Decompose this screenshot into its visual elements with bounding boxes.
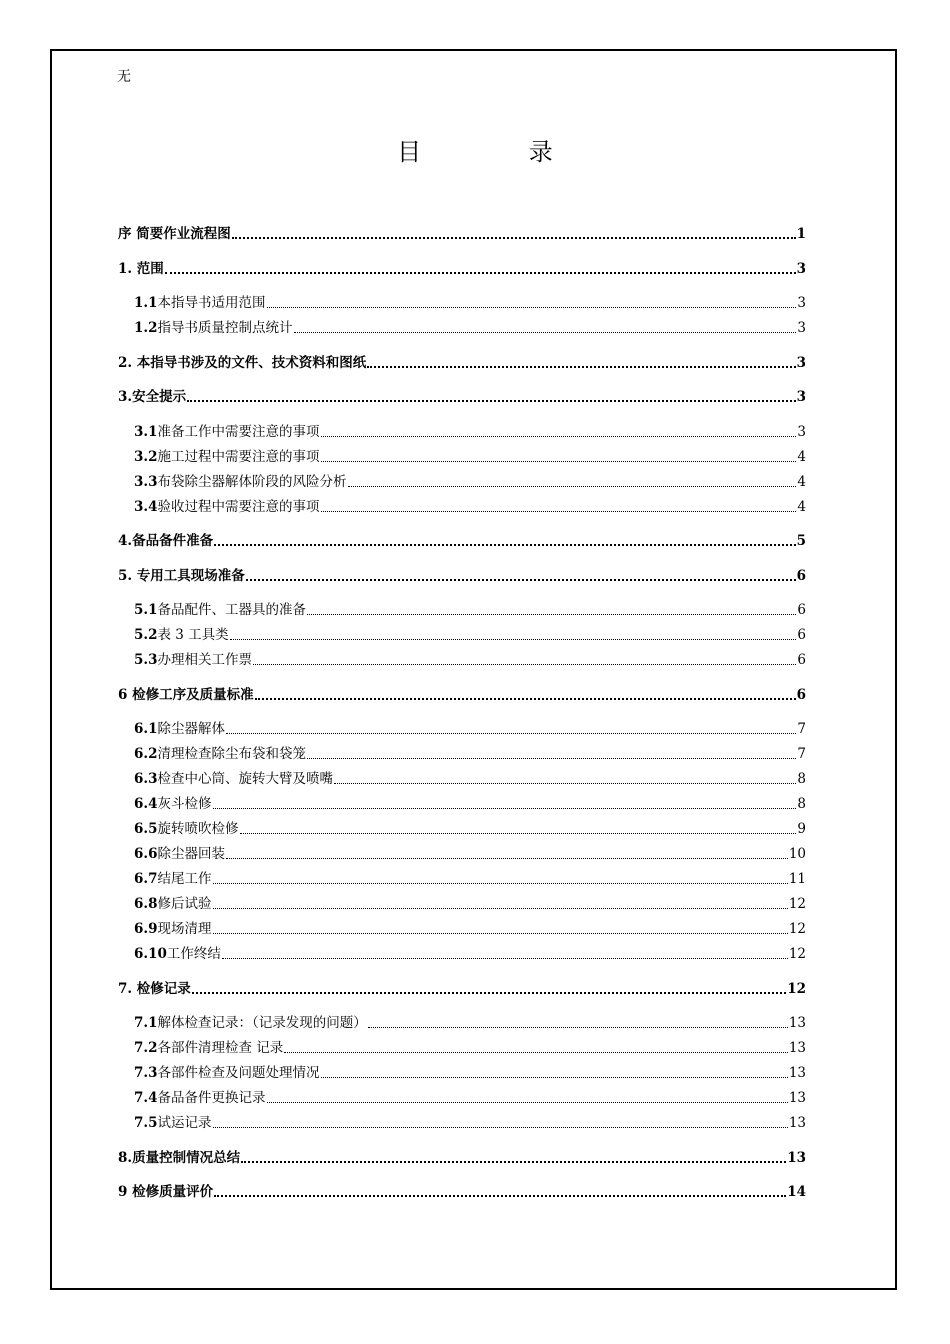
dot-leader (165, 272, 796, 274)
dot-leader (192, 992, 786, 994)
toc-entry-title: 办理相关工作票 (157, 652, 252, 668)
dot-leader (321, 1077, 788, 1078)
dot-leader (214, 544, 796, 546)
dot-leader (226, 858, 788, 859)
toc-entry[interactable] (118, 680, 806, 704)
toc-entry[interactable] (118, 561, 806, 585)
toc-entry-page: 8 (797, 771, 806, 787)
toc-title: 目 录 (397, 138, 603, 166)
toc-entry-title: 除尘器回装 (157, 846, 225, 862)
toc-entry-title: 指导书质量控制点统计 (157, 320, 293, 336)
dot-leader (255, 698, 796, 700)
toc-entry[interactable] (134, 1108, 806, 1132)
toc-entry[interactable] (134, 789, 806, 813)
dot-leader (307, 758, 796, 759)
toc-entry-page: 12 (787, 980, 806, 997)
toc-entry[interactable] (118, 348, 806, 372)
toc-entry-page: 6 (797, 602, 806, 618)
toc-entry-page: 3 (797, 423, 806, 440)
toc-entry-number: 3.1 (134, 423, 158, 440)
toc-entry-title: 表 3 工具类 (157, 627, 229, 643)
toc-entry-page: 13 (788, 1015, 806, 1031)
toc-entry-page: 11 (788, 871, 806, 887)
toc-entry-title: 6 检修工序及质量标准 (118, 686, 254, 703)
toc-entry-number: 7.1 (134, 1015, 158, 1031)
toc-entry[interactable] (134, 313, 806, 337)
toc-entry-page: 7 (797, 746, 806, 762)
dot-leader (213, 1127, 788, 1128)
dot-leader (213, 883, 788, 884)
toc-entry[interactable] (118, 1177, 806, 1201)
toc-entry[interactable] (118, 526, 806, 550)
toc-entry-page: 13 (788, 1115, 806, 1131)
toc-entry[interactable] (134, 1008, 806, 1032)
toc-entry-page: 14 (787, 1184, 806, 1200)
toc-entry[interactable] (118, 974, 806, 998)
toc-entry-number: 7.3 (134, 1065, 158, 1081)
toc-entry-number: 5.3 (134, 652, 158, 668)
dot-leader (213, 808, 797, 809)
dot-leader (232, 237, 796, 239)
dot-leader (284, 1052, 788, 1053)
dot-leader (294, 332, 797, 333)
toc-entry[interactable] (134, 1033, 806, 1057)
toc-entry[interactable] (118, 219, 806, 243)
dot-leader (240, 833, 797, 834)
toc-entry-number: 6.5 (134, 821, 158, 837)
toc-entry[interactable] (134, 288, 806, 312)
toc-entry-page: 12 (788, 946, 806, 962)
toc-entry-page: 3 (796, 389, 806, 405)
toc-entry-title: 3.安全提示 (118, 389, 187, 405)
dot-leader (241, 1161, 786, 1163)
toc-entry-page: 13 (788, 1065, 806, 1081)
toc-entry-page: 12 (788, 896, 806, 912)
toc-entry-number: 6.3 (134, 771, 158, 787)
toc-entry[interactable] (134, 442, 806, 466)
toc-entry-number: 3.2 (134, 448, 158, 465)
toc-entry-title: 除尘器解体 (157, 721, 225, 737)
toc-entry-title: 修后试验 (157, 896, 212, 912)
dot-leader (321, 461, 797, 462)
toc-entry-title: 准备工作中需要注意的事项 (157, 423, 320, 440)
toc-entry-page: 4 (797, 498, 806, 515)
toc-entry[interactable] (134, 620, 806, 644)
toc-entry-page: 13 (788, 1090, 806, 1106)
toc-entry-number: 3.4 (134, 498, 158, 515)
dot-leader (187, 400, 796, 402)
toc-entry-title: 试运记录 (157, 1115, 212, 1131)
toc-entry-number: 6.7 (134, 871, 158, 887)
toc-entry-number: 1.2 (134, 320, 158, 336)
toc-entry-title: 检查中心筒、旋转大臂及喷嘴 (157, 771, 333, 787)
toc-entry[interactable] (134, 467, 806, 491)
toc-entry-page: 5 (796, 533, 806, 549)
dot-leader (267, 307, 797, 308)
toc-entry-number: 7.4 (134, 1090, 158, 1106)
toc-entry-page: 7 (797, 721, 806, 737)
toc-entry-page: 8 (797, 796, 806, 812)
dot-leader (348, 486, 797, 487)
toc-entry-title: 4.备品备件准备 (118, 533, 214, 549)
toc-entry-title: 工作终结 (166, 946, 221, 962)
toc-entry-page: 6 (797, 652, 806, 668)
header-note: 无 (117, 69, 131, 85)
toc-entry-title: 备品备件更换记录 (157, 1090, 266, 1106)
toc-entry[interactable] (134, 1058, 806, 1082)
toc-entry[interactable] (134, 739, 806, 763)
toc-entry[interactable] (134, 1083, 806, 1107)
dot-leader (214, 1195, 786, 1197)
toc-entry[interactable] (134, 939, 806, 963)
toc-entry[interactable] (134, 492, 806, 516)
dot-leader (230, 639, 797, 640)
toc-entry-number: 6.6 (134, 846, 158, 862)
toc-entry-title: 旋转喷吹检修 (157, 821, 239, 837)
toc-entry-page: 3 (796, 260, 806, 277)
toc-entry-title: 现场清理 (157, 921, 212, 937)
toc-entry-title: 序 简要作业流程图 (118, 226, 231, 242)
toc-entry-page: 10 (788, 846, 806, 862)
toc-entry-page: 6 (797, 627, 806, 643)
toc-entry-title: 5. 专用工具现场准备 (118, 567, 245, 584)
toc-entry[interactable] (134, 645, 806, 669)
toc-entry-page: 3 (797, 320, 806, 336)
dot-leader (213, 908, 788, 909)
toc-entry-number: 3.3 (134, 473, 158, 490)
toc-entry[interactable] (134, 764, 806, 788)
toc-entry-number: 6.2 (134, 746, 158, 762)
dot-leader (321, 436, 797, 437)
dot-leader (222, 958, 788, 959)
toc-entry-title: 清理检查除尘布袋和袋笼 (157, 746, 306, 762)
toc-entry-page: 6 (796, 567, 806, 584)
toc-entry-title: 9 检修质量评价 (118, 1184, 214, 1200)
toc-entry-title: 7. 检修记录 (118, 980, 191, 997)
toc-entry-number: 7.2 (134, 1040, 158, 1056)
toc-entry[interactable] (118, 254, 806, 278)
toc-entry-title: 8.质量控制情况总结 (118, 1149, 241, 1166)
dot-leader (213, 933, 788, 934)
toc-entry[interactable] (134, 864, 806, 888)
toc-entry-number: 1.1 (134, 295, 158, 311)
toc-entry-page: 4 (797, 448, 806, 465)
toc-entry[interactable] (134, 914, 806, 938)
dot-leader (368, 1027, 788, 1028)
toc-entry-page: 13 (788, 1040, 806, 1056)
dot-leader (226, 733, 796, 734)
toc-entry-number: 6.4 (134, 796, 158, 812)
toc-entry-title: 施工过程中需要注意的事项 (157, 448, 320, 465)
toc-entry-page: 13 (787, 1149, 806, 1166)
dot-leader (367, 366, 795, 368)
toc-entry-page: 3 (796, 354, 806, 371)
toc-entry-title: 各部件检查及问题处理情况 (157, 1065, 320, 1081)
toc-entry-title: 布袋除尘器解体阶段的风险分析 (157, 473, 347, 490)
toc-entry-title: 结尾工作 (157, 871, 212, 887)
toc-entry[interactable] (118, 382, 806, 406)
toc-entry-page: 12 (788, 921, 806, 937)
dot-leader (267, 1102, 788, 1103)
toc-entry-number: 6.10 (134, 946, 167, 962)
toc-entry[interactable] (134, 595, 806, 619)
toc-entry-title: 本指导书适用范围 (157, 295, 266, 311)
toc-entry-number: 6.8 (134, 896, 158, 912)
toc-entry-page: 6 (796, 686, 806, 703)
toc-entry-title: 各部件清理检查 记录 (157, 1040, 284, 1056)
toc-entry-number: 5.2 (134, 627, 158, 643)
toc-entry-page: 3 (797, 295, 806, 311)
toc-entry[interactable] (134, 814, 806, 838)
toc-entry-number: 6.9 (134, 921, 158, 937)
dot-leader (321, 511, 797, 512)
toc-entry-title: 备品配件、工器具的准备 (157, 602, 306, 618)
toc-entry[interactable] (134, 417, 806, 441)
toc-entry-title: 验收过程中需要注意的事项 (157, 498, 320, 515)
toc-entry-page: 9 (797, 821, 806, 837)
toc-entry-title: 灰斗检修 (157, 796, 212, 812)
toc-entry-number: 5.1 (134, 602, 158, 618)
toc-entry-title: 解体检查记录：（记录发现的问题） (157, 1015, 367, 1031)
toc-entry[interactable] (134, 714, 806, 738)
toc-entry[interactable] (134, 839, 806, 863)
dot-leader (253, 664, 796, 665)
toc-entry-title: 1. 范围 (118, 260, 164, 277)
dot-leader (246, 579, 796, 581)
dot-leader (334, 783, 796, 784)
toc-entry[interactable] (118, 1143, 806, 1167)
toc-entry-number: 7.5 (134, 1115, 158, 1131)
dot-leader (307, 614, 796, 615)
toc-entry-page: 1 (796, 226, 806, 242)
toc-entry[interactable] (134, 889, 806, 913)
toc-entry-page: 4 (797, 473, 806, 490)
toc-entry-title: 2. 本指导书涉及的文件、技术资料和图纸 (118, 354, 367, 371)
toc-entry-number: 6.1 (134, 721, 158, 737)
